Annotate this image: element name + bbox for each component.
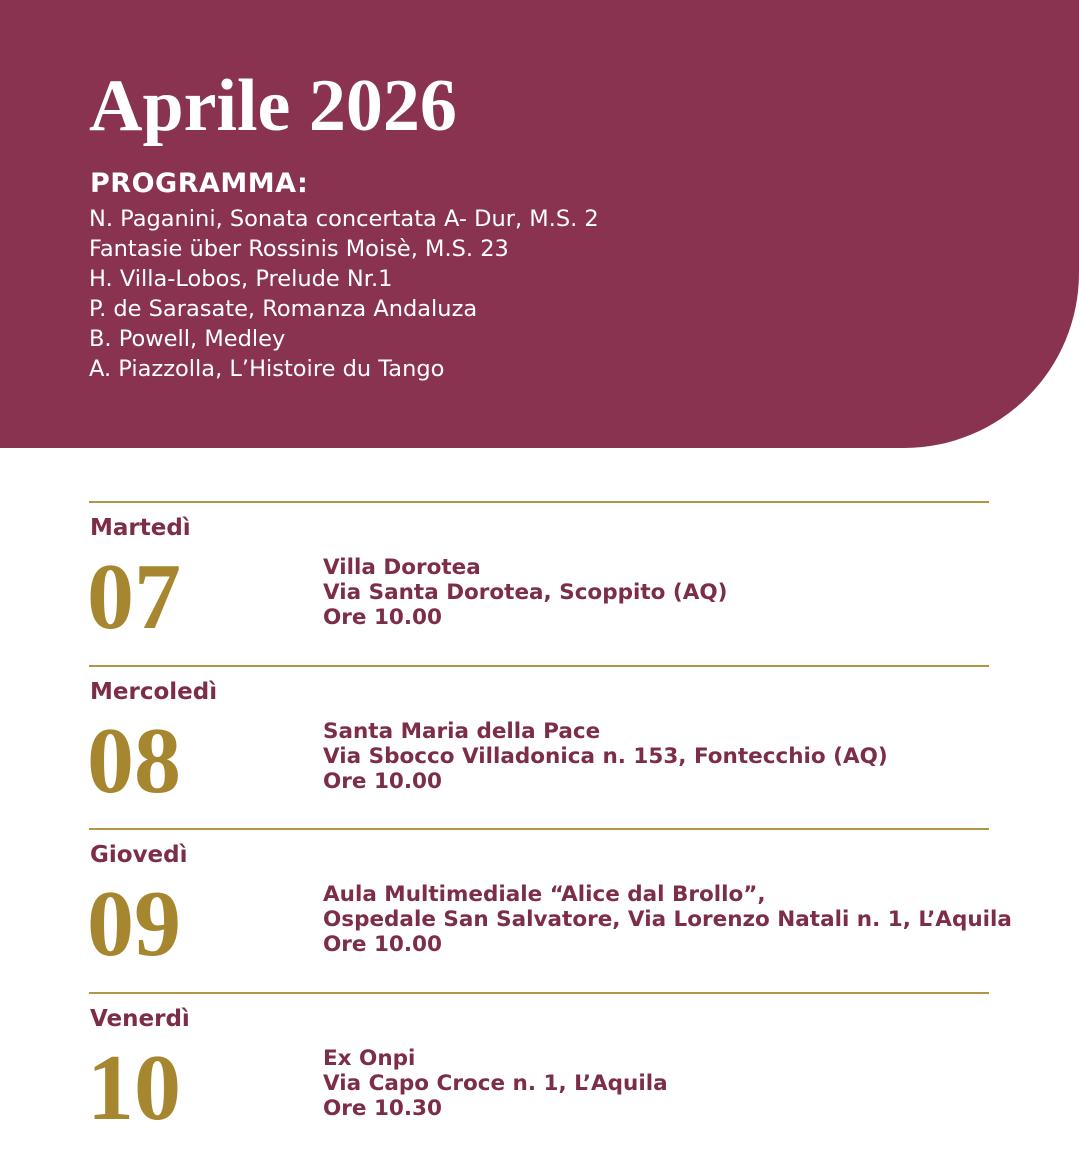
event-weekday: Giovedì xyxy=(90,840,188,870)
event-address: Via Santa Dorotea, Scoppito (AQ) xyxy=(323,580,727,605)
event-time: Ore 10.00 xyxy=(323,769,888,794)
event-weekday: Martedì xyxy=(90,513,191,543)
event-address: Ospedale San Salvatore, Via Lorenzo Natali n. 1, L’Aquila xyxy=(323,907,1012,932)
event-time: Ore 10.00 xyxy=(323,932,1012,957)
program-heading: PROGRAMMA: xyxy=(90,167,308,201)
event-details xyxy=(323,719,888,794)
event-details xyxy=(323,1046,668,1121)
event-date: 08 xyxy=(87,711,181,811)
event-item xyxy=(89,501,989,665)
event-time: Ore 10.00 xyxy=(323,605,727,630)
program-item: H. Villa-Lobos, Prelude Nr.1 xyxy=(89,264,599,294)
event-venue: Santa Maria della Pace xyxy=(323,719,888,744)
event-date: 07 xyxy=(87,547,181,647)
event-weekday: Mercoledì xyxy=(90,677,217,707)
program-list xyxy=(89,204,599,384)
program-item: N. Paganini, Sonata concertata A- Dur, M.S. 2 xyxy=(89,204,599,234)
event-item xyxy=(89,992,989,1155)
event-item xyxy=(89,665,989,829)
event-details xyxy=(323,555,727,630)
event-item xyxy=(89,828,989,992)
event-date: 09 xyxy=(87,874,181,974)
event-time: Ore 10.30 xyxy=(323,1096,668,1121)
program-item: B. Powell, Medley xyxy=(89,324,599,354)
month-title: Aprile 2026 xyxy=(89,66,457,146)
program-header xyxy=(0,0,1079,448)
event-address: Via Sbocco Villadonica n. 153, Fontecchio (AQ) xyxy=(323,744,888,769)
event-venue: Aula Multimediale “Alice dal Brollo”, xyxy=(323,882,1012,907)
event-weekday: Venerdì xyxy=(90,1004,190,1034)
event-date: 10 xyxy=(87,1038,181,1138)
program-item: Fantasie über Rossinis Moisè, M.S. 23 xyxy=(89,234,599,264)
event-venue: Ex Onpi xyxy=(323,1046,668,1071)
program-item: A. Piazzolla, L’Histoire du Tango xyxy=(89,354,599,384)
event-venue: Villa Dorotea xyxy=(323,555,727,580)
event-list xyxy=(89,501,989,1155)
event-details xyxy=(323,882,1012,957)
program-item: P. de Sarasate, Romanza Andaluza xyxy=(89,294,599,324)
event-address: Via Capo Croce n. 1, L’Aquila xyxy=(323,1071,668,1096)
